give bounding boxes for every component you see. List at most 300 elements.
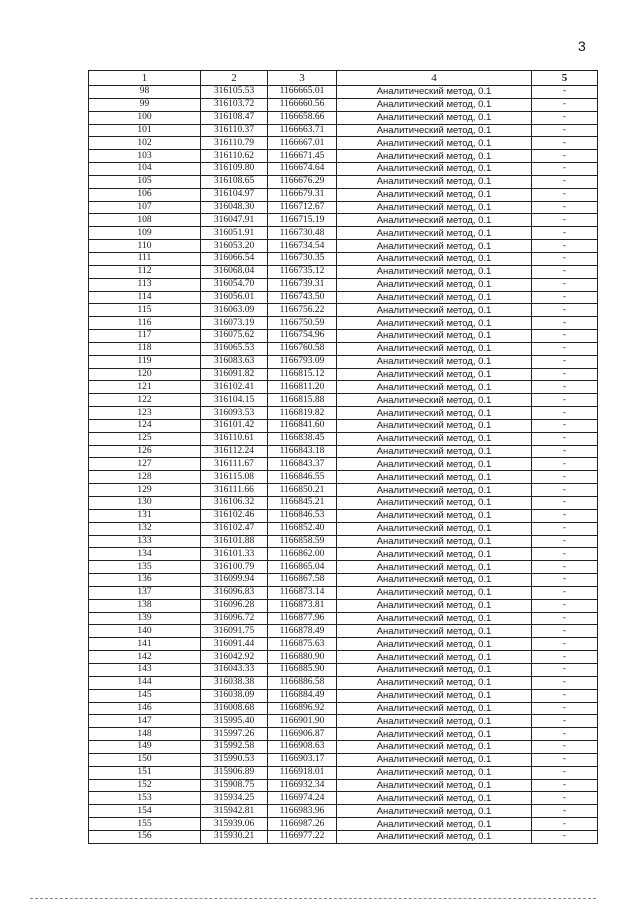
y-coordinate-cell: 1166676.29 bbox=[268, 175, 337, 188]
note-cell: - bbox=[532, 818, 598, 831]
coordinates-table bbox=[88, 70, 598, 844]
y-coordinate-cell: 1166901.90 bbox=[268, 715, 337, 728]
y-coordinate-cell: 1166908.63 bbox=[268, 741, 337, 754]
point-number-cell: 129 bbox=[89, 484, 201, 497]
method-accuracy-cell: Аналитический метод, 0.1 bbox=[337, 509, 532, 522]
table-row bbox=[89, 381, 598, 394]
note-cell: - bbox=[532, 702, 598, 715]
point-number-cell: 115 bbox=[89, 304, 201, 317]
point-number-cell: 155 bbox=[89, 818, 201, 831]
note-cell: - bbox=[532, 497, 598, 510]
method-accuracy-cell: Аналитический метод, 0.1 bbox=[337, 497, 532, 510]
method-accuracy-cell: Аналитический метод, 0.1 bbox=[337, 137, 532, 150]
x-coordinate-cell: 316091.44 bbox=[201, 638, 268, 651]
table-row bbox=[89, 175, 598, 188]
method-accuracy-cell: Аналитический метод, 0.1 bbox=[337, 214, 532, 227]
point-number-cell: 156 bbox=[89, 830, 201, 843]
method-accuracy-cell: Аналитический метод, 0.1 bbox=[337, 150, 532, 163]
note-cell: - bbox=[532, 86, 598, 99]
point-number-cell: 121 bbox=[89, 381, 201, 394]
y-coordinate-cell: 1166730.35 bbox=[268, 252, 337, 265]
method-accuracy-cell: Аналитический метод, 0.1 bbox=[337, 484, 532, 497]
note-cell: - bbox=[532, 471, 598, 484]
point-number-cell: 140 bbox=[89, 625, 201, 638]
method-accuracy-cell: Аналитический метод, 0.1 bbox=[337, 586, 532, 599]
y-coordinate-cell: 1166743.50 bbox=[268, 291, 337, 304]
x-coordinate-cell: 316110.61 bbox=[201, 432, 268, 445]
note-cell: - bbox=[532, 586, 598, 599]
note-cell: - bbox=[532, 150, 598, 163]
method-accuracy-cell: Аналитический метод, 0.1 bbox=[337, 458, 532, 471]
y-coordinate-cell: 1166838.45 bbox=[268, 432, 337, 445]
method-accuracy-cell: Аналитический метод, 0.1 bbox=[337, 522, 532, 535]
y-coordinate-cell: 1166932.34 bbox=[268, 779, 337, 792]
note-cell: - bbox=[532, 291, 598, 304]
method-accuracy-cell: Аналитический метод, 0.1 bbox=[337, 86, 532, 99]
table-row bbox=[89, 471, 598, 484]
table-row bbox=[89, 150, 598, 163]
table-row bbox=[89, 278, 598, 291]
x-coordinate-cell: 316108.65 bbox=[201, 175, 268, 188]
table-row bbox=[89, 548, 598, 561]
point-number-cell: 99 bbox=[89, 98, 201, 111]
method-accuracy-cell: Аналитический метод, 0.1 bbox=[337, 227, 532, 240]
method-accuracy-cell: Аналитический метод, 0.1 bbox=[337, 805, 532, 818]
point-number-cell: 143 bbox=[89, 663, 201, 676]
method-accuracy-cell: Аналитический метод, 0.1 bbox=[337, 612, 532, 625]
note-cell: - bbox=[532, 342, 598, 355]
point-number-cell: 137 bbox=[89, 586, 201, 599]
table-row bbox=[89, 689, 598, 702]
y-coordinate-cell: 1166667.01 bbox=[268, 137, 337, 150]
table-row bbox=[89, 522, 598, 535]
x-coordinate-cell: 316091.82 bbox=[201, 368, 268, 381]
method-accuracy-cell: Аналитический метод, 0.1 bbox=[337, 201, 532, 214]
y-coordinate-cell: 1166896.92 bbox=[268, 702, 337, 715]
point-number-cell: 154 bbox=[89, 805, 201, 818]
method-accuracy-cell: Аналитический метод, 0.1 bbox=[337, 561, 532, 574]
method-accuracy-cell: Аналитический метод, 0.1 bbox=[337, 124, 532, 137]
y-coordinate-cell: 1166843.37 bbox=[268, 458, 337, 471]
y-coordinate-cell: 1166906.87 bbox=[268, 728, 337, 741]
table-row bbox=[89, 317, 598, 330]
method-accuracy-cell: Аналитический метод, 0.1 bbox=[337, 599, 532, 612]
y-coordinate-cell: 1166903.17 bbox=[268, 753, 337, 766]
point-number-cell: 128 bbox=[89, 471, 201, 484]
y-coordinate-cell: 1166845.21 bbox=[268, 497, 337, 510]
y-coordinate-cell: 1166977.22 bbox=[268, 830, 337, 843]
note-cell: - bbox=[532, 368, 598, 381]
point-number-cell: 149 bbox=[89, 741, 201, 754]
table-row bbox=[89, 663, 598, 676]
note-cell: - bbox=[532, 612, 598, 625]
point-number-cell: 127 bbox=[89, 458, 201, 471]
note-cell: - bbox=[532, 535, 598, 548]
y-coordinate-cell: 1166760.58 bbox=[268, 342, 337, 355]
point-number-cell: 100 bbox=[89, 111, 201, 124]
note-cell: - bbox=[532, 599, 598, 612]
point-number-cell: 107 bbox=[89, 201, 201, 214]
method-accuracy-cell: Аналитический метод, 0.1 bbox=[337, 715, 532, 728]
point-number-cell: 130 bbox=[89, 497, 201, 510]
note-cell: - bbox=[532, 175, 598, 188]
y-coordinate-cell: 1166674.64 bbox=[268, 163, 337, 176]
y-coordinate-cell: 1166846.55 bbox=[268, 471, 337, 484]
method-accuracy-cell: Аналитический метод, 0.1 bbox=[337, 779, 532, 792]
method-accuracy-cell: Аналитический метод, 0.1 bbox=[337, 252, 532, 265]
method-accuracy-cell: Аналитический метод, 0.1 bbox=[337, 728, 532, 741]
table-row bbox=[89, 240, 598, 253]
y-coordinate-cell: 1166873.14 bbox=[268, 586, 337, 599]
x-coordinate-cell: 316112.24 bbox=[201, 445, 268, 458]
x-coordinate-cell: 316065.53 bbox=[201, 342, 268, 355]
note-cell: - bbox=[532, 227, 598, 240]
note-cell: - bbox=[532, 163, 598, 176]
table-row bbox=[89, 124, 598, 137]
x-coordinate-cell: 316099.94 bbox=[201, 574, 268, 587]
x-coordinate-cell: 316054.70 bbox=[201, 278, 268, 291]
note-cell: - bbox=[532, 509, 598, 522]
method-accuracy-cell: Аналитический метод, 0.1 bbox=[337, 419, 532, 432]
method-accuracy-cell: Аналитический метод, 0.1 bbox=[337, 240, 532, 253]
table-row bbox=[89, 86, 598, 99]
note-cell: - bbox=[532, 201, 598, 214]
point-number-cell: 152 bbox=[89, 779, 201, 792]
method-accuracy-cell: Аналитический метод, 0.1 bbox=[337, 792, 532, 805]
note-cell: - bbox=[532, 753, 598, 766]
x-coordinate-cell: 315908.75 bbox=[201, 779, 268, 792]
note-cell: - bbox=[532, 419, 598, 432]
table-row bbox=[89, 98, 598, 111]
table-row bbox=[89, 599, 598, 612]
point-number-cell: 132 bbox=[89, 522, 201, 535]
method-accuracy-cell: Аналитический метод, 0.1 bbox=[337, 330, 532, 343]
point-number-cell: 101 bbox=[89, 124, 201, 137]
table-row bbox=[89, 728, 598, 741]
table-row bbox=[89, 330, 598, 343]
y-coordinate-cell: 1166712.67 bbox=[268, 201, 337, 214]
method-accuracy-cell: Аналитический метод, 0.1 bbox=[337, 317, 532, 330]
table-row bbox=[89, 753, 598, 766]
method-accuracy-cell: Аналитический метод, 0.1 bbox=[337, 407, 532, 420]
x-coordinate-cell: 315930.21 bbox=[201, 830, 268, 843]
note-cell: - bbox=[532, 522, 598, 535]
table-row bbox=[89, 625, 598, 638]
point-number-cell: 98 bbox=[89, 86, 201, 99]
y-coordinate-cell: 1166815.88 bbox=[268, 394, 337, 407]
x-coordinate-cell: 316008.68 bbox=[201, 702, 268, 715]
table-row bbox=[89, 214, 598, 227]
method-accuracy-cell: Аналитический метод, 0.1 bbox=[337, 689, 532, 702]
method-accuracy-cell: Аналитический метод, 0.1 bbox=[337, 163, 532, 176]
note-cell: - bbox=[532, 214, 598, 227]
y-coordinate-cell: 1166679.31 bbox=[268, 188, 337, 201]
x-coordinate-cell: 316093.53 bbox=[201, 407, 268, 420]
table-row bbox=[89, 638, 598, 651]
note-cell: - bbox=[532, 330, 598, 343]
x-coordinate-cell: 316047.91 bbox=[201, 214, 268, 227]
x-coordinate-cell: 316066.54 bbox=[201, 252, 268, 265]
x-coordinate-cell: 316111.67 bbox=[201, 458, 268, 471]
x-coordinate-cell: 316096.83 bbox=[201, 586, 268, 599]
table-row bbox=[89, 676, 598, 689]
y-coordinate-cell: 1166875.63 bbox=[268, 638, 337, 651]
point-number-cell: 153 bbox=[89, 792, 201, 805]
table-row bbox=[89, 368, 598, 381]
note-cell: - bbox=[532, 792, 598, 805]
point-number-cell: 146 bbox=[89, 702, 201, 715]
y-coordinate-cell: 1166852.40 bbox=[268, 522, 337, 535]
point-number-cell: 147 bbox=[89, 715, 201, 728]
point-number-cell: 144 bbox=[89, 676, 201, 689]
y-coordinate-cell: 1166841.60 bbox=[268, 419, 337, 432]
note-cell: - bbox=[532, 304, 598, 317]
point-number-cell: 111 bbox=[89, 252, 201, 265]
table-row bbox=[89, 805, 598, 818]
table-header-row bbox=[89, 71, 598, 86]
table-row bbox=[89, 818, 598, 831]
note-cell: - bbox=[532, 432, 598, 445]
x-coordinate-cell: 316096.28 bbox=[201, 599, 268, 612]
method-accuracy-cell: Аналитический метод, 0.1 bbox=[337, 265, 532, 278]
note-cell: - bbox=[532, 548, 598, 561]
x-coordinate-cell: 316048.30 bbox=[201, 201, 268, 214]
table-row bbox=[89, 561, 598, 574]
table-row bbox=[89, 394, 598, 407]
note-cell: - bbox=[532, 830, 598, 843]
point-number-cell: 110 bbox=[89, 240, 201, 253]
x-coordinate-cell: 316102.41 bbox=[201, 381, 268, 394]
y-coordinate-cell: 1166756.22 bbox=[268, 304, 337, 317]
point-number-cell: 119 bbox=[89, 355, 201, 368]
y-coordinate-cell: 1166846.53 bbox=[268, 509, 337, 522]
point-number-cell: 123 bbox=[89, 407, 201, 420]
y-coordinate-cell: 1166843.18 bbox=[268, 445, 337, 458]
point-number-cell: 135 bbox=[89, 561, 201, 574]
method-accuracy-cell: Аналитический метод, 0.1 bbox=[337, 548, 532, 561]
point-number-cell: 116 bbox=[89, 317, 201, 330]
point-number-cell: 108 bbox=[89, 214, 201, 227]
y-coordinate-cell: 1166671.45 bbox=[268, 150, 337, 163]
note-cell: - bbox=[532, 124, 598, 137]
y-coordinate-cell: 1166987.26 bbox=[268, 818, 337, 831]
method-accuracy-cell: Аналитический метод, 0.1 bbox=[337, 830, 532, 843]
x-coordinate-cell: 316068.04 bbox=[201, 265, 268, 278]
note-cell: - bbox=[532, 728, 598, 741]
table-body bbox=[89, 86, 598, 844]
x-coordinate-cell: 316042.92 bbox=[201, 651, 268, 664]
table-row bbox=[89, 586, 598, 599]
x-coordinate-cell: 316103.72 bbox=[201, 98, 268, 111]
table-row bbox=[89, 779, 598, 792]
x-coordinate-cell: 316104.15 bbox=[201, 394, 268, 407]
y-coordinate-cell: 1166811.20 bbox=[268, 381, 337, 394]
point-number-cell: 151 bbox=[89, 766, 201, 779]
point-number-cell: 114 bbox=[89, 291, 201, 304]
note-cell: - bbox=[532, 111, 598, 124]
y-coordinate-cell: 1166878.49 bbox=[268, 625, 337, 638]
method-accuracy-cell: Аналитический метод, 0.1 bbox=[337, 394, 532, 407]
note-cell: - bbox=[532, 574, 598, 587]
y-coordinate-cell: 1166793.09 bbox=[268, 355, 337, 368]
column-header-4: 4 bbox=[337, 71, 532, 86]
table-row bbox=[89, 432, 598, 445]
method-accuracy-cell: Аналитический метод, 0.1 bbox=[337, 676, 532, 689]
note-cell: - bbox=[532, 355, 598, 368]
method-accuracy-cell: Аналитический метод, 0.1 bbox=[337, 638, 532, 651]
table-row bbox=[89, 201, 598, 214]
y-coordinate-cell: 1166715.19 bbox=[268, 214, 337, 227]
table-row bbox=[89, 188, 598, 201]
method-accuracy-cell: Аналитический метод, 0.1 bbox=[337, 574, 532, 587]
x-coordinate-cell: 316108.47 bbox=[201, 111, 268, 124]
method-accuracy-cell: Аналитический метод, 0.1 bbox=[337, 368, 532, 381]
bottom-divider bbox=[30, 898, 596, 899]
note-cell: - bbox=[532, 445, 598, 458]
x-coordinate-cell: 316115.08 bbox=[201, 471, 268, 484]
x-coordinate-cell: 316083.63 bbox=[201, 355, 268, 368]
note-cell: - bbox=[532, 252, 598, 265]
column-header-5: 5 bbox=[532, 71, 598, 86]
x-coordinate-cell: 316110.62 bbox=[201, 150, 268, 163]
column-header-3: 3 bbox=[268, 71, 337, 86]
note-cell: - bbox=[532, 625, 598, 638]
point-number-cell: 102 bbox=[89, 137, 201, 150]
y-coordinate-cell: 1166974.24 bbox=[268, 792, 337, 805]
y-coordinate-cell: 1166819.82 bbox=[268, 407, 337, 420]
table-row bbox=[89, 612, 598, 625]
column-header-1: 1 bbox=[89, 71, 201, 86]
method-accuracy-cell: Аналитический метод, 0.1 bbox=[337, 291, 532, 304]
point-number-cell: 134 bbox=[89, 548, 201, 561]
method-accuracy-cell: Аналитический метод, 0.1 bbox=[337, 471, 532, 484]
y-coordinate-cell: 1166884.49 bbox=[268, 689, 337, 702]
x-coordinate-cell: 316101.42 bbox=[201, 419, 268, 432]
y-coordinate-cell: 1166734.54 bbox=[268, 240, 337, 253]
x-coordinate-cell: 315997.26 bbox=[201, 728, 268, 741]
point-number-cell: 145 bbox=[89, 689, 201, 702]
table-row bbox=[89, 766, 598, 779]
note-cell: - bbox=[532, 265, 598, 278]
y-coordinate-cell: 1166865.04 bbox=[268, 561, 337, 574]
x-coordinate-cell: 315934.25 bbox=[201, 792, 268, 805]
point-number-cell: 125 bbox=[89, 432, 201, 445]
method-accuracy-cell: Аналитический метод, 0.1 bbox=[337, 98, 532, 111]
point-number-cell: 139 bbox=[89, 612, 201, 625]
method-accuracy-cell: Аналитический метод, 0.1 bbox=[337, 702, 532, 715]
x-coordinate-cell: 316063.09 bbox=[201, 304, 268, 317]
y-coordinate-cell: 1166862.00 bbox=[268, 548, 337, 561]
x-coordinate-cell: 316038.38 bbox=[201, 676, 268, 689]
y-coordinate-cell: 1166867.58 bbox=[268, 574, 337, 587]
note-cell: - bbox=[532, 278, 598, 291]
x-coordinate-cell: 316109.80 bbox=[201, 163, 268, 176]
note-cell: - bbox=[532, 715, 598, 728]
table-row bbox=[89, 715, 598, 728]
x-coordinate-cell: 316096.72 bbox=[201, 612, 268, 625]
y-coordinate-cell: 1166918.01 bbox=[268, 766, 337, 779]
point-number-cell: 142 bbox=[89, 651, 201, 664]
y-coordinate-cell: 1166858.59 bbox=[268, 535, 337, 548]
table-row bbox=[89, 252, 598, 265]
point-number-cell: 136 bbox=[89, 574, 201, 587]
x-coordinate-cell: 316110.37 bbox=[201, 124, 268, 137]
y-coordinate-cell: 1166873.81 bbox=[268, 599, 337, 612]
method-accuracy-cell: Аналитический метод, 0.1 bbox=[337, 625, 532, 638]
note-cell: - bbox=[532, 663, 598, 676]
y-coordinate-cell: 1166880.90 bbox=[268, 651, 337, 664]
y-coordinate-cell: 1166665.01 bbox=[268, 86, 337, 99]
method-accuracy-cell: Аналитический метод, 0.1 bbox=[337, 753, 532, 766]
note-cell: - bbox=[532, 484, 598, 497]
point-number-cell: 105 bbox=[89, 175, 201, 188]
x-coordinate-cell: 316105.53 bbox=[201, 86, 268, 99]
table-row bbox=[89, 137, 598, 150]
x-coordinate-cell: 316102.46 bbox=[201, 509, 268, 522]
note-cell: - bbox=[532, 689, 598, 702]
x-coordinate-cell: 316106.32 bbox=[201, 497, 268, 510]
method-accuracy-cell: Аналитический метод, 0.1 bbox=[337, 663, 532, 676]
y-coordinate-cell: 1166983.96 bbox=[268, 805, 337, 818]
x-coordinate-cell: 316110.79 bbox=[201, 137, 268, 150]
table-row bbox=[89, 227, 598, 240]
table-row bbox=[89, 497, 598, 510]
point-number-cell: 133 bbox=[89, 535, 201, 548]
method-accuracy-cell: Аналитический метод, 0.1 bbox=[337, 278, 532, 291]
method-accuracy-cell: Аналитический метод, 0.1 bbox=[337, 188, 532, 201]
note-cell: - bbox=[532, 137, 598, 150]
table-row bbox=[89, 355, 598, 368]
point-number-cell: 103 bbox=[89, 150, 201, 163]
table-row bbox=[89, 458, 598, 471]
point-number-cell: 112 bbox=[89, 265, 201, 278]
x-coordinate-cell: 316102.47 bbox=[201, 522, 268, 535]
point-number-cell: 124 bbox=[89, 419, 201, 432]
point-number-cell: 120 bbox=[89, 368, 201, 381]
y-coordinate-cell: 1166660.56 bbox=[268, 98, 337, 111]
y-coordinate-cell: 1166739.31 bbox=[268, 278, 337, 291]
y-coordinate-cell: 1166730.48 bbox=[268, 227, 337, 240]
table-row bbox=[89, 509, 598, 522]
x-coordinate-cell: 315906.89 bbox=[201, 766, 268, 779]
y-coordinate-cell: 1166735.12 bbox=[268, 265, 337, 278]
x-coordinate-cell: 316100.79 bbox=[201, 561, 268, 574]
y-coordinate-cell: 1166815.12 bbox=[268, 368, 337, 381]
note-cell: - bbox=[532, 98, 598, 111]
point-number-cell: 131 bbox=[89, 509, 201, 522]
table-row bbox=[89, 741, 598, 754]
note-cell: - bbox=[532, 741, 598, 754]
x-coordinate-cell: 315939.06 bbox=[201, 818, 268, 831]
point-number-cell: 117 bbox=[89, 330, 201, 343]
note-cell: - bbox=[532, 240, 598, 253]
method-accuracy-cell: Аналитический метод, 0.1 bbox=[337, 445, 532, 458]
table-row bbox=[89, 407, 598, 420]
method-accuracy-cell: Аналитический метод, 0.1 bbox=[337, 432, 532, 445]
page-number: 3 bbox=[578, 38, 586, 54]
column-header-2: 2 bbox=[201, 71, 268, 86]
x-coordinate-cell: 316104.97 bbox=[201, 188, 268, 201]
note-cell: - bbox=[532, 805, 598, 818]
table-row bbox=[89, 484, 598, 497]
point-number-cell: 104 bbox=[89, 163, 201, 176]
x-coordinate-cell: 316101.88 bbox=[201, 535, 268, 548]
point-number-cell: 109 bbox=[89, 227, 201, 240]
y-coordinate-cell: 1166658.66 bbox=[268, 111, 337, 124]
x-coordinate-cell: 315995.40 bbox=[201, 715, 268, 728]
method-accuracy-cell: Аналитический метод, 0.1 bbox=[337, 381, 532, 394]
table-row bbox=[89, 291, 598, 304]
